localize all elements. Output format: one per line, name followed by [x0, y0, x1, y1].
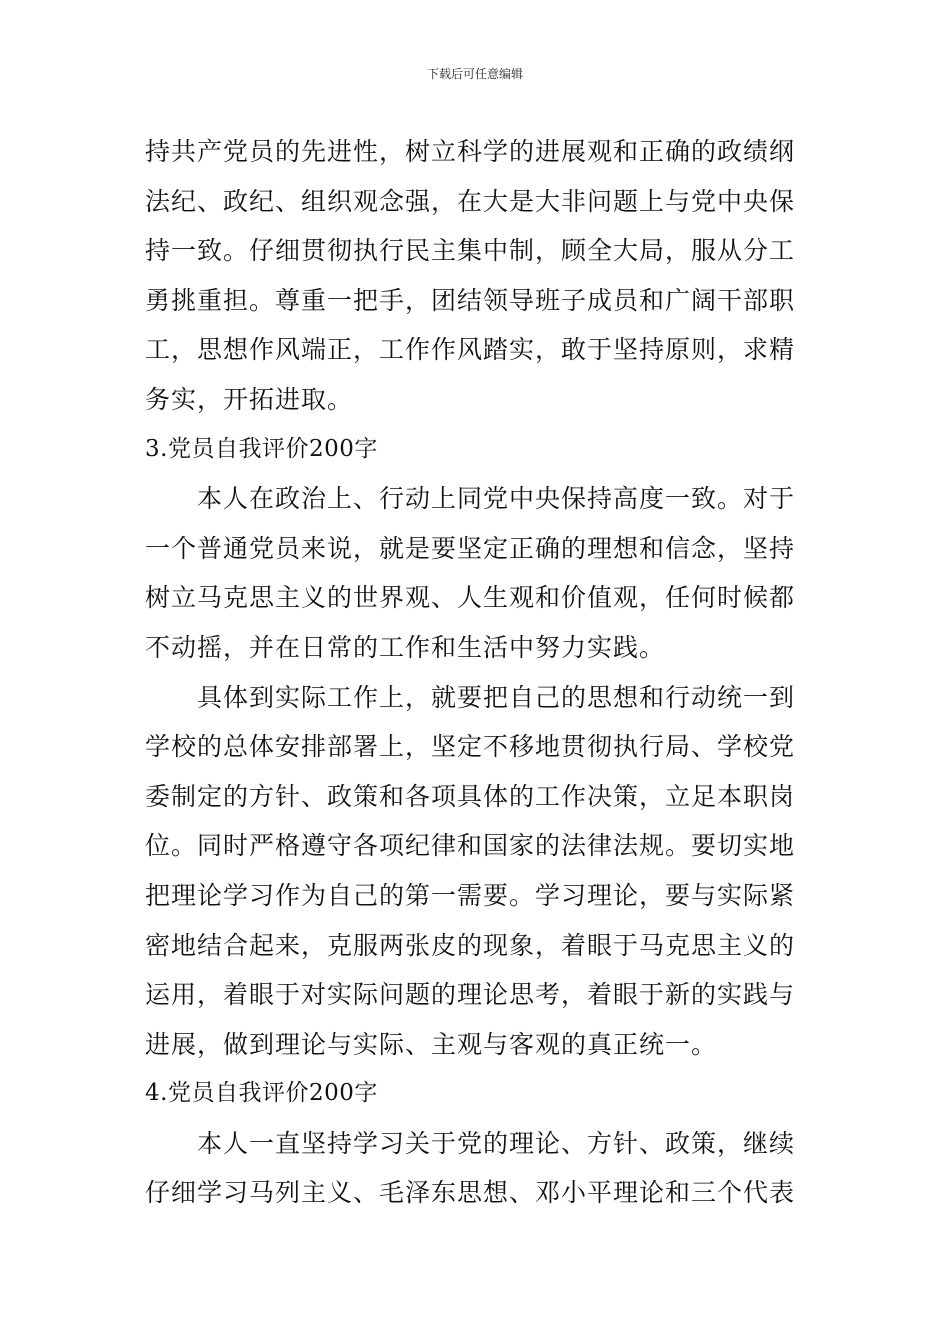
paragraph-line: 进展，做到理论与实际、主观与客观的真正统一。: [145, 1029, 718, 1059]
paragraph-line: 本人一直坚持学习关于党的理论、方针、政策，继续: [197, 1128, 796, 1158]
section-heading: 4.党员自我评价200字: [145, 1080, 378, 1107]
paragraph-line: 学校的总体安排部署上，坚定不移地贯彻执行局、学校党: [145, 732, 796, 762]
paragraph-line: 具体到实际工作上，就要把自己的思想和行动统一到: [197, 682, 796, 712]
paragraph-line: 勇挑重担。尊重一把手，团结领导班子成员和广阔干部职: [145, 285, 796, 315]
paragraph-line: 持一致。仔细贯彻执行民主集中制，顾全大局，服从分工: [145, 236, 796, 266]
paragraph-line: 委制定的方针、政策和各项具体的工作决策，立足本职岗: [145, 781, 796, 811]
paragraph-line: 务实，开拓进取。: [145, 384, 354, 414]
paragraph-line: 运用，着眼于对实际问题的理论思考，着眼于新的实践与: [145, 980, 796, 1010]
page-header: 下载后可任意编辑: [426, 67, 523, 81]
paragraph-line: 把理论学习作为自己的第一需要。学习理论，要与实际紧: [145, 880, 796, 910]
paragraph-line: 持共产党员的先进性，树立科学的进展观和正确的政绩纲: [145, 137, 796, 166]
paragraph-line: 工，思想作风端正，工作作风踏实，敢于坚持原则，求精: [145, 335, 796, 365]
paragraph-line: 位。同时严格遵守各项纪律和国家的法律法规。要切实地: [145, 831, 796, 861]
paragraph-line: 法纪、政纪、组织观念强，在大是大非问题上与党中央保: [145, 186, 796, 216]
paragraph-line: 一个普通党员来说，就是要坚定正确的理想和信念，坚持: [145, 533, 796, 563]
paragraph-line: 密地结合起来，克服两张皮的现象，着眼于马克思主义的: [145, 930, 796, 960]
document-body: [145, 127, 810, 1218]
section-heading: 3.党员自我评价200字: [145, 435, 378, 462]
paragraph-line: 本人在政治上、行动上同党中央保持高度一致。对于: [197, 484, 796, 514]
paragraph-line: 仔细学习马列主义、毛泽东思想、邓小平理论和三个代表: [145, 1178, 796, 1208]
paragraph-line: 不动摇，并在日常的工作和生活中努力实践。: [145, 632, 666, 662]
paragraph-line: 树立马克思主义的世界观、人生观和价值观，任何时候都: [145, 583, 796, 613]
